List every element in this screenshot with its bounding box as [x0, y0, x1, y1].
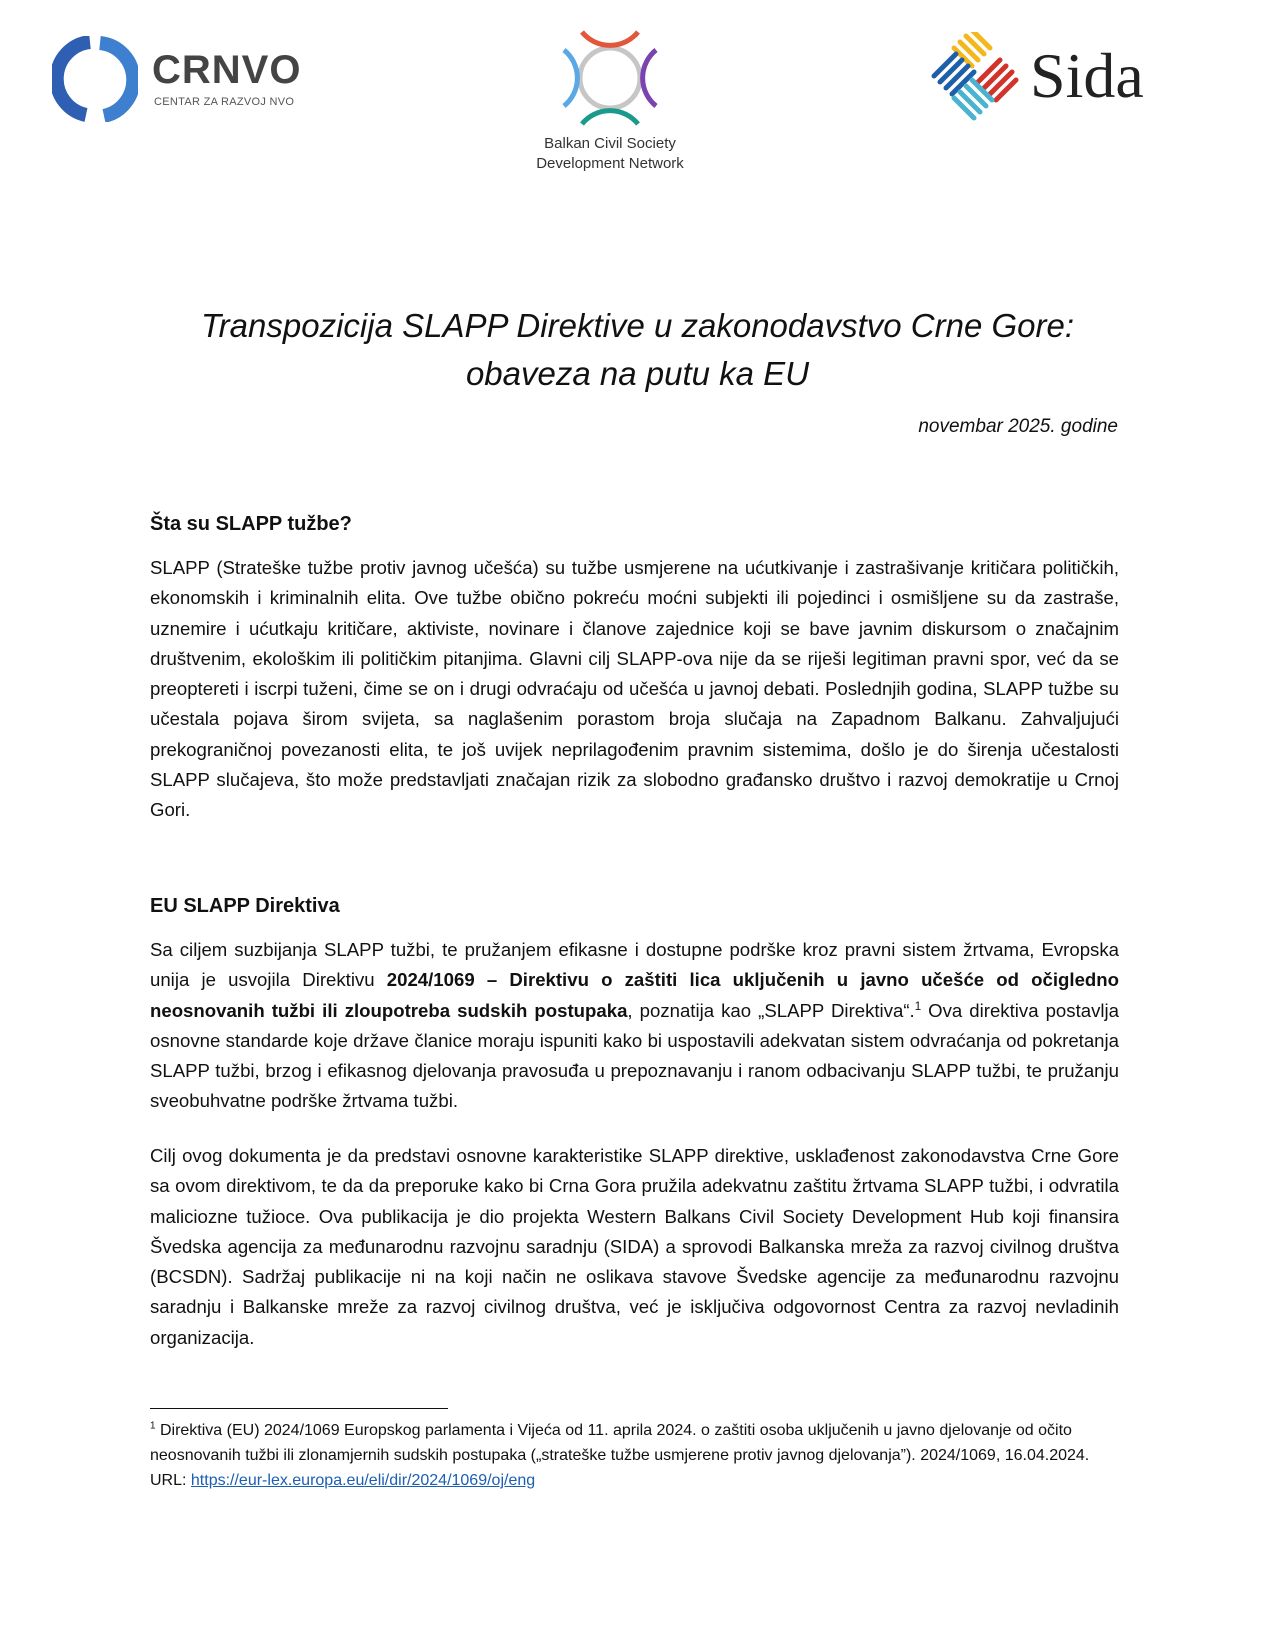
document-date: novembar 2025. godine: [918, 416, 1118, 437]
sida-name: Sida: [1030, 40, 1144, 111]
bcsdn-name: [500, 134, 720, 174]
directive-name: 2024/1069 – Direktivu o zaštiti lica uključenih u javno učešće od očigledno neosnovanih tužbi ili zloupotreba sudskih postupaka: [150, 969, 1119, 1021]
crnvo-subtitle: CENTAR ZA RAZVOJ NVO: [154, 96, 295, 108]
section-1-paragraph: SLAPP (Strateške tužbe protiv javnog učešća) su tužbe usmjerene na ućutkivanje i zastrašivanje kritičara političkih, ekonomskih i kriminalnih elita. Ove tužbe obično pokreću moćni subjekti ili pojedinci i osmišljene su da zastraše, uznemire i ućutkaju kritičare, aktiviste, novinare i članove zajednice koji se bave javnim diskursom o značajnim društvenim, ekološkim ili političkim pitanjima. Glavni cilj SLAPP-ova nije da se riješi legitiman pravni spor, već da se preoptereti i iscrpi tuženi, čime se on i drugi odvraćaju od učešća u javnoj debati. Poslednjih godina, SLAPP tužbe su učestala pojava širom svijeta, sa naglašenim porastom broja slučaja na Zapadnom Balkanu. Zahvaljujući prekograničnoj povezanosti elita, te još uvijek neprilagođenim pravnim sistemima, došlo je do širenja učestalosti SLAPP slučajeva, što može predstavljati značajan rizik za slobodno građansko društvo i razvoj demokratije u Crnoj Gori.: [150, 557, 1119, 821]
crnvo-ring-icon: [52, 36, 138, 122]
title-line-2: obaveza na putu ka EU: [465, 355, 810, 392]
bcsdn-line2: Development Network: [536, 155, 684, 172]
p1-text-rest: Ova direktiva postavlja osnovne standarde koje države članice moraju ispuniti kako bi uspostavili adekvatan sistem odvraćanja od pokretanja SLAPP tužbi, brzog i efikasnog djelovanja pravosuđa u prepoznavanju i ranom odbacivanju SLAPP tužbi, te pružanju sveobuhvatne podrške žrtvama tužbi.: [150, 999, 1119, 1112]
bcsdn-circles-icon: [560, 28, 660, 128]
footnote-number: 1: [150, 1420, 156, 1432]
bcsdn-logo: [500, 24, 720, 179]
sida-weave-icon: [930, 32, 1020, 122]
document-title: [150, 302, 1125, 398]
footnote-text: Direktiva (EU) 2024/1069 Europskog parlamenta i Vijeća od 11. aprila 2024. o zaštiti osoba uključenih u javno djelovanje od očito neosnovanih tužbi ili zlonamjernih sudskih postupaka („strateške tužbe usmjerene protiv javnog djelovanja”). 2024/1069, 16.04.2024. URL:: [150, 1422, 1090, 1489]
section-2-paragraph-2: Cilj ovog dokumenta je da predstavi osnovne karakteristike SLAPP direktive, usklađenost zakonodavstva Crne Gore sa ovom direktivom, te da da preporuke kako bi Crna Gora pružila adekvatnu zaštitu žrtvama SLAPP tužbi, i odvratila maliciozne tužioce. Ova publikacija je dio projekta Western Balkans Civil Society Development Hub koji finansira Švedska agencija za međunarodnu razvojnu saradnju (SIDA) a sprovodi Balkanska mreža za razvoj civilnog društva (BCSDN). Sadržaj publikacije ni na koji način ne oslikava stavove Švedske agencije za međunarodnu razvojnu saradnju i Balkanske mreže za razvoj civilnog društva, već je isključiva odgovornost Centra za razvoj nevladinih organizacija.: [150, 1145, 1119, 1348]
crnvo-logo: [52, 36, 312, 122]
p1-text-after: , poznatija kao „SLAPP Direktiva“.: [627, 999, 915, 1021]
section-heading-what-are-slapp: Šta su SLAPP tužbe?: [150, 513, 352, 535]
p1-text-before: Sa ciljem suzbijanja SLAPP tužbi, te pružanjem efikasne i dostupne podrške kroz pravni sistem žrtvama, Evropska unija je usvojila Direktivu: [150, 939, 1119, 991]
section-heading-eu-directive: EU SLAPP Direktiva: [150, 895, 340, 917]
footnote: [150, 1418, 1110, 1493]
footnote-url-link[interactable]: https://eur-lex.europa.eu/eli/dir/2024/1069/oj/eng: [190, 1472, 536, 1489]
section-2-paragraph-1: [150, 935, 1119, 1117]
sida-logo: [930, 36, 1180, 116]
bcsdn-line1: Balkan Civil Society: [544, 135, 676, 152]
crnvo-name: CRNVO: [152, 48, 302, 92]
footnote-ref[interactable]: 1: [914, 1000, 922, 1013]
title-line-1: Transpozicija SLAPP Direktive u zakonodavstvo Crne Gore:: [200, 307, 1075, 344]
footnote-separator: [150, 1408, 448, 1409]
